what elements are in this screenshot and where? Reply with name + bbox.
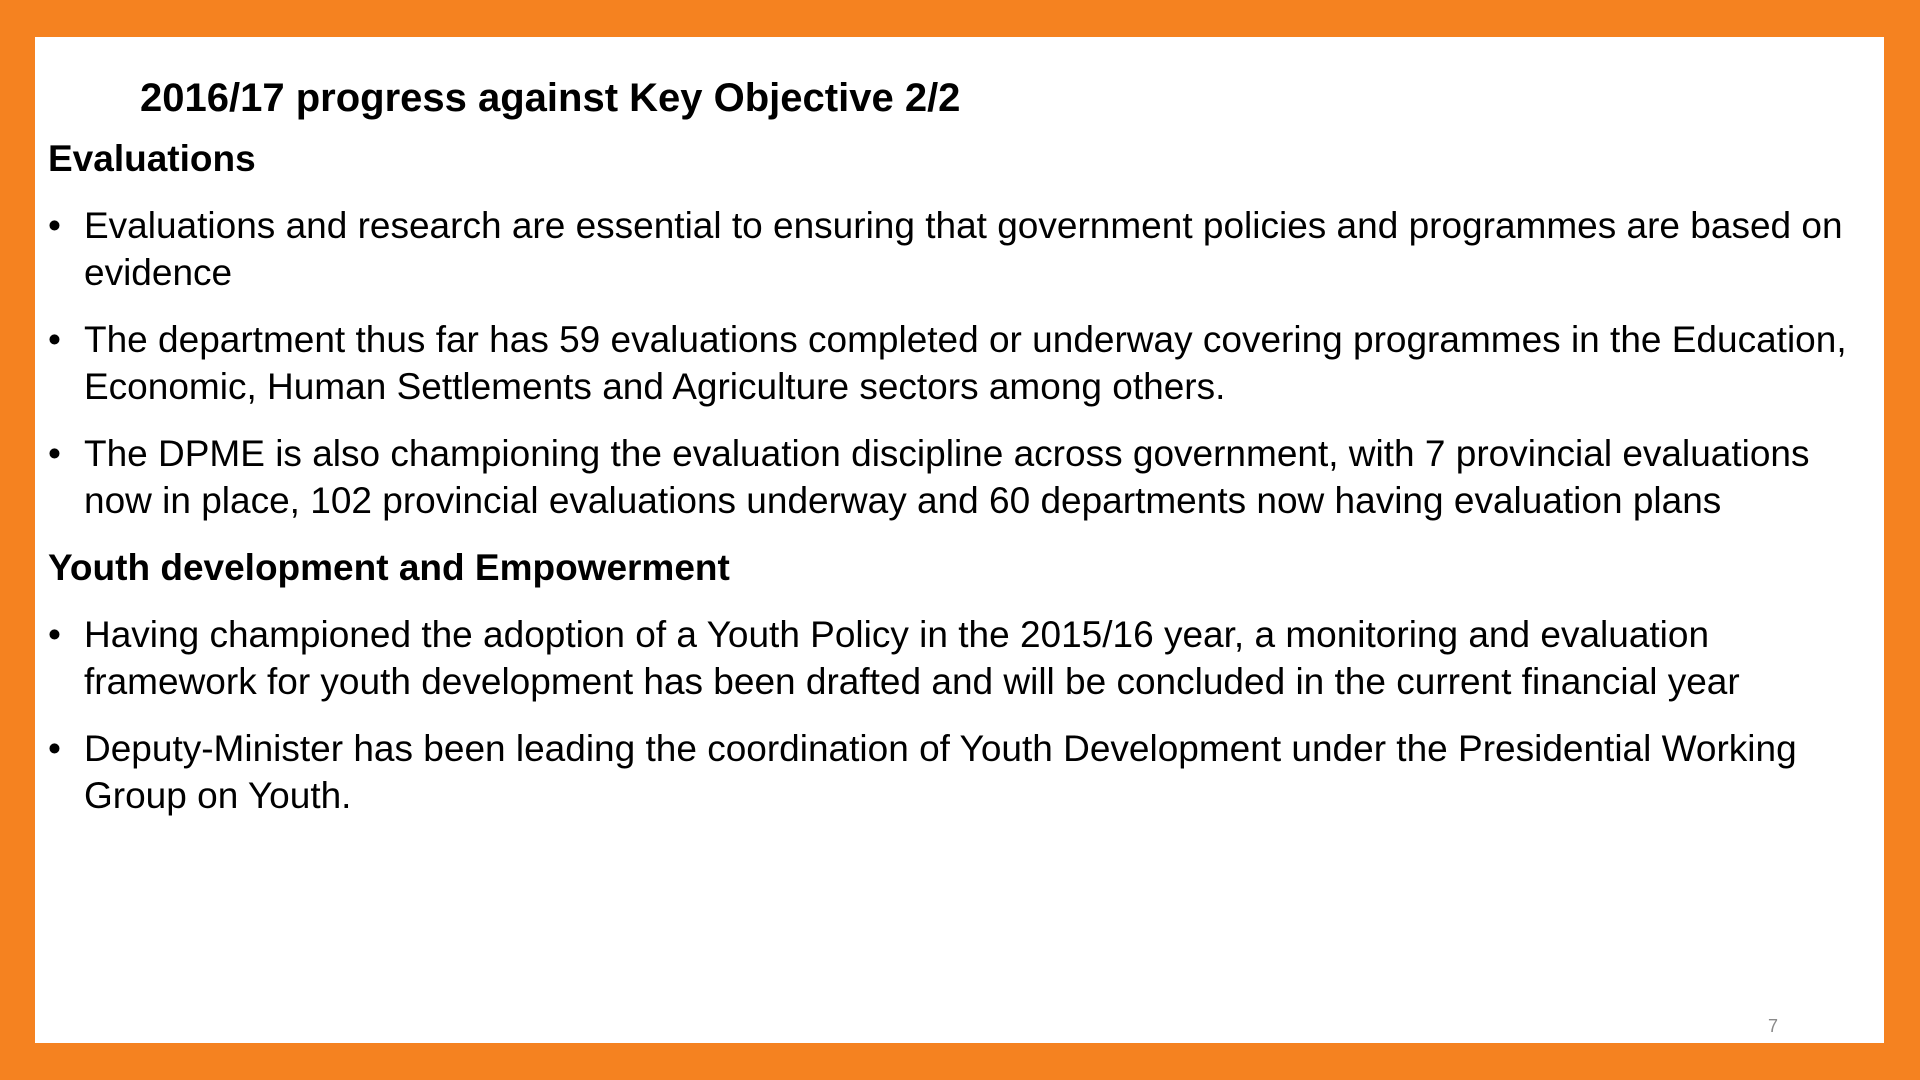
section-heading-youth-development: Youth development and Empowerment bbox=[48, 547, 730, 588]
bullet-list-youth-development bbox=[48, 611, 1878, 819]
page-number: 7 bbox=[1767, 1016, 1778, 1036]
bullet-text: Evaluations and research are essential to ensuring that government policies and programmes are based on evidence bbox=[84, 205, 1843, 293]
bullet-item bbox=[48, 316, 1878, 410]
bullet-icon: • bbox=[48, 433, 61, 474]
bullet-icon: • bbox=[48, 614, 61, 655]
bullet-item bbox=[48, 725, 1878, 819]
bullet-text: Deputy-Minister has been leading the coordination of Youth Development under the Presidential Working Group on Youth. bbox=[84, 728, 1797, 816]
bullet-icon: • bbox=[48, 205, 61, 246]
bullet-icon: • bbox=[48, 728, 61, 769]
bullet-item bbox=[48, 202, 1878, 296]
section-heading-evaluations: Evaluations bbox=[48, 138, 256, 179]
bullet-list-evaluations bbox=[48, 202, 1878, 524]
bullet-item bbox=[48, 430, 1878, 524]
bullet-item bbox=[48, 611, 1878, 705]
slide bbox=[35, 37, 1884, 1043]
slide-content bbox=[48, 135, 1878, 839]
bullet-text: The department thus far has 59 evaluations completed or underway covering programmes in the Education, Economic, Human Settlements and Agriculture sectors among others. bbox=[84, 319, 1847, 407]
bullet-text: Having championed the adoption of a Youth Policy in the 2015/16 year, a monitoring and evaluation framework for youth development has been drafted and will be concluded in the current financial year bbox=[84, 614, 1740, 702]
slide-title: 2016/17 progress against Key Objective 2/2 bbox=[140, 76, 961, 120]
bullet-text: The DPME is also championing the evaluation discipline across government, with 7 provincial evaluations now in place, 102 provincial evaluations underway and 60 departments now having evaluation plans bbox=[84, 433, 1810, 521]
bullet-icon: • bbox=[48, 319, 61, 360]
